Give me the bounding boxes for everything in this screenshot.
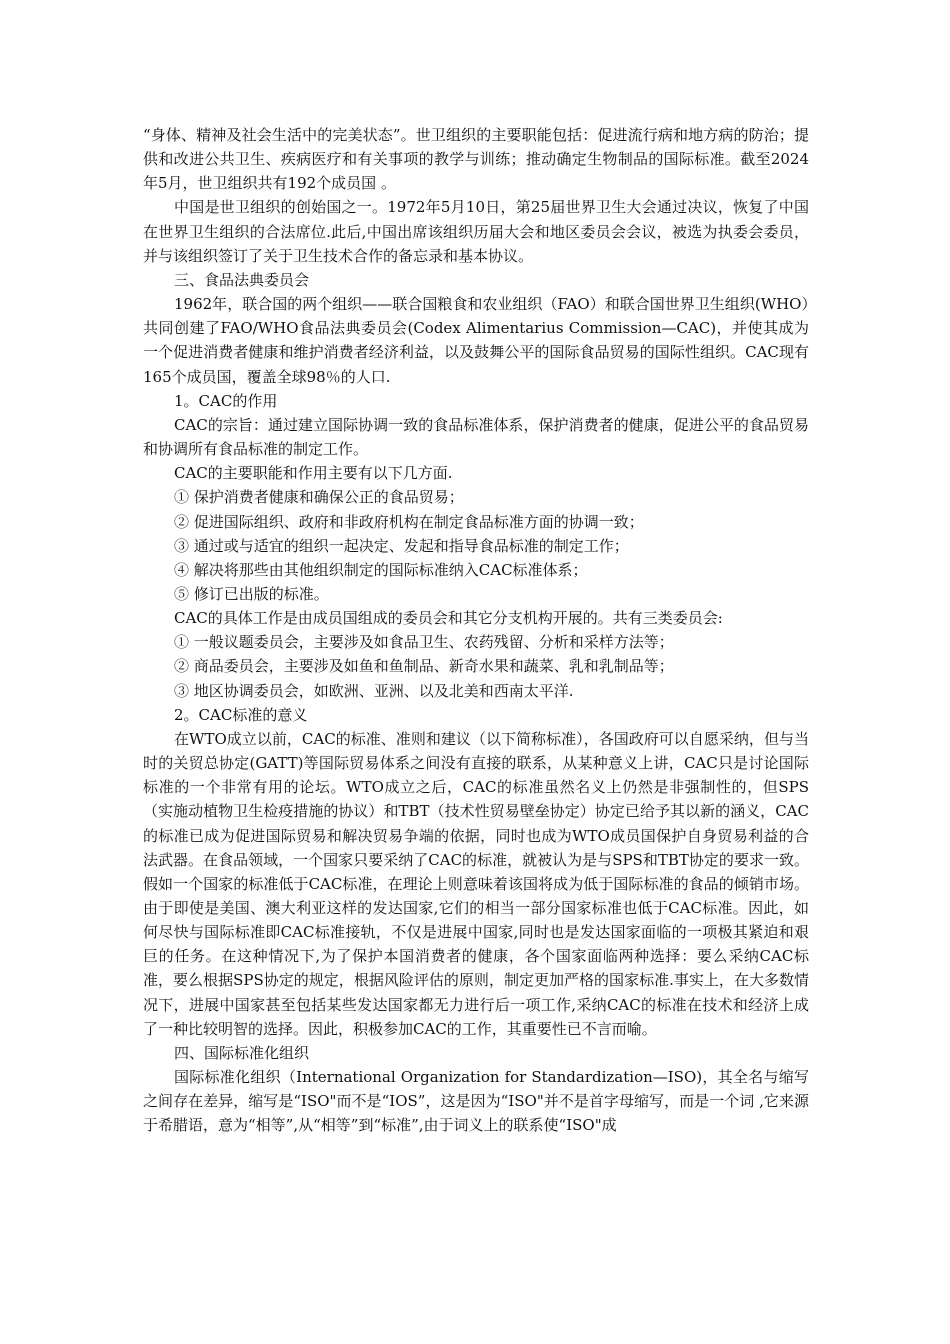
paragraph-china-who: 中国是世卫组织的创始国之一。1972年5月10日，第25届世界卫生大会通过决议，恢复了中国在世界卫生组织的合法席位.此后,中国出席该组织历届大会和地区委员会会议，被选为执委会委员，并与该组织签订了关于卫生技术合作的备忘录和基本协议。 xyxy=(143,198,809,265)
paragraph-iso-intro: 国际标准化组织（International Organization for Standardization—ISO)，其全名与缩写之间存在差异，缩写是“ISO"而不是“IOS”，这是因为“ISO"并不是首字母缩写，而是一个词 ,它来源于希腊语，意为“相等”,从“相等”到“标准”,由于词义上的联系使“ISO"成 xyxy=(143,1068,809,1135)
list-item-function-3: ③ 通过或与适宜的组织一起决定、发起和指导食品标准的制定工作； xyxy=(174,536,629,555)
list-item-committee-3: ③ 地区协调委员会，如欧洲、亚洲、以及北美和西南太平洋. xyxy=(174,681,574,700)
paragraph-cac-significance: 在WTO成立以前，CAC的标准、准则和建议（以下简称标准），各国政府可以自愿采纳，但与当时的关贸总协定(GATT)等国际贸易体系之间没有直接的联系，从某种意义上讲，CAC只是讨论国际标准的一个非常有用的论坛。WTO成立之后，CAC的标准虽然名义上仍然是非强制性的，但SPS（实施动植物卫生检疫措施的协议）和TBT（技术性贸易壁垒协定）协定已给予其以新的涵义，CAC的标准已成为促进国际贸易和解决贸易争端的依据，同时也成为WTO成员国保护自身贸易利益的合法武器。在食品领域，一个国家只要采纳了CAC的标准，就被认为是与SPS和TBT协定的要求一致。假如一个国家的标准低于CAC标准，在理论上则意味着该国将成为低于国际标准的食品的倾销市场。由于即使是美国、澳大利亚这样的发达国家,它们的相当一部分国家标准也低于CAC标准。因此，如何尽快与国际标准即CAC标准接轨，不仅是进展中国家,同时也是发达国家面临的一项极其紧迫和艰巨的任务。在这种情况下,为了保护本国消费者的健康，各个国家面临两种选择：要么采纳CAC标准，要么根据SPS协定的规定，根据风险评估的原则，制定更加严格的国家标准.事实上，在大多数情况下，进展中国家甚至包括某些发达国家都无力进行后一项工作,采纳CAC的标准在技术和经济上成了一种比较明智的选择。因此，积极参加CAC的工作，其重要性已不言而喻。 xyxy=(143,729,809,1038)
list-item-function-4: ④ 解决将那些由其他组织制定的国际标准纳入CAC标准体系； xyxy=(174,560,588,579)
subheading-cac-significance: 2。CAC标准的意义 xyxy=(174,705,308,724)
paragraph-cac-purpose: CAC的宗旨：通过建立国际协调一致的食品标准体系，保护消费者的健康，促进公平的食品贸易和协调所有食品标准的制定工作。 xyxy=(143,415,809,459)
list-item-committee-2: ② 商品委员会，主要涉及如鱼和鱼制品、新奇水果和蔬菜、乳和乳制品等； xyxy=(174,657,674,676)
list-item-function-1: ① 保护消费者健康和确保公正的食品贸易； xyxy=(174,488,464,507)
section-heading-cac: 三、食品法典委员会 xyxy=(174,270,310,289)
paragraph-committees-intro: CAC的具体工作是由成员国组成的委员会和其它分支机构开展的。共有三类委员会: xyxy=(174,609,723,628)
list-item-committee-1: ① 一般议题委员会，主要涉及如食品卫生、农药残留、分析和采样方法等； xyxy=(174,633,674,652)
subheading-cac-role: 1。CAC的作用 xyxy=(174,391,278,410)
paragraph-who-functions: “身体、精神及社会生活中的完美状态”。世卫组织的主要职能包括：促进流行病和地方病的防治；提供和改进公共卫生、疾病医疗和有关事项的教学与训练；推动确定生物制品的国际标准。截至2024年5月，世卫组织共有192个成员国 。 xyxy=(143,126,809,193)
list-item-function-2: ② 促进国际组织、政府和非政府机构在制定食品标准方面的协调一致； xyxy=(174,512,644,531)
section-heading-iso: 四、国际标准化组织 xyxy=(174,1043,310,1062)
paragraph-cac-functions-intro: CAC的主要职能和作用主要有以下几方面. xyxy=(174,464,453,483)
list-item-function-5: ⑤ 修订已出版的标准。 xyxy=(174,584,329,603)
document-body xyxy=(143,123,809,1138)
paragraph-cac-founding: 1962年，联合国的两个组织——联合国粮食和农业组织（FAO）和联合国世界卫生组织(WHO）共同创建了FAO/WHO食品法典委员会(Codex Alimentarius Commission—CAC)，并使其成为一个促进消费者健康和维护消费者经济利益，以及鼓舞公平的国际食品贸易的国际性组织。CAC现有165个成员国，覆盖全球98％的人口. xyxy=(143,295,809,386)
